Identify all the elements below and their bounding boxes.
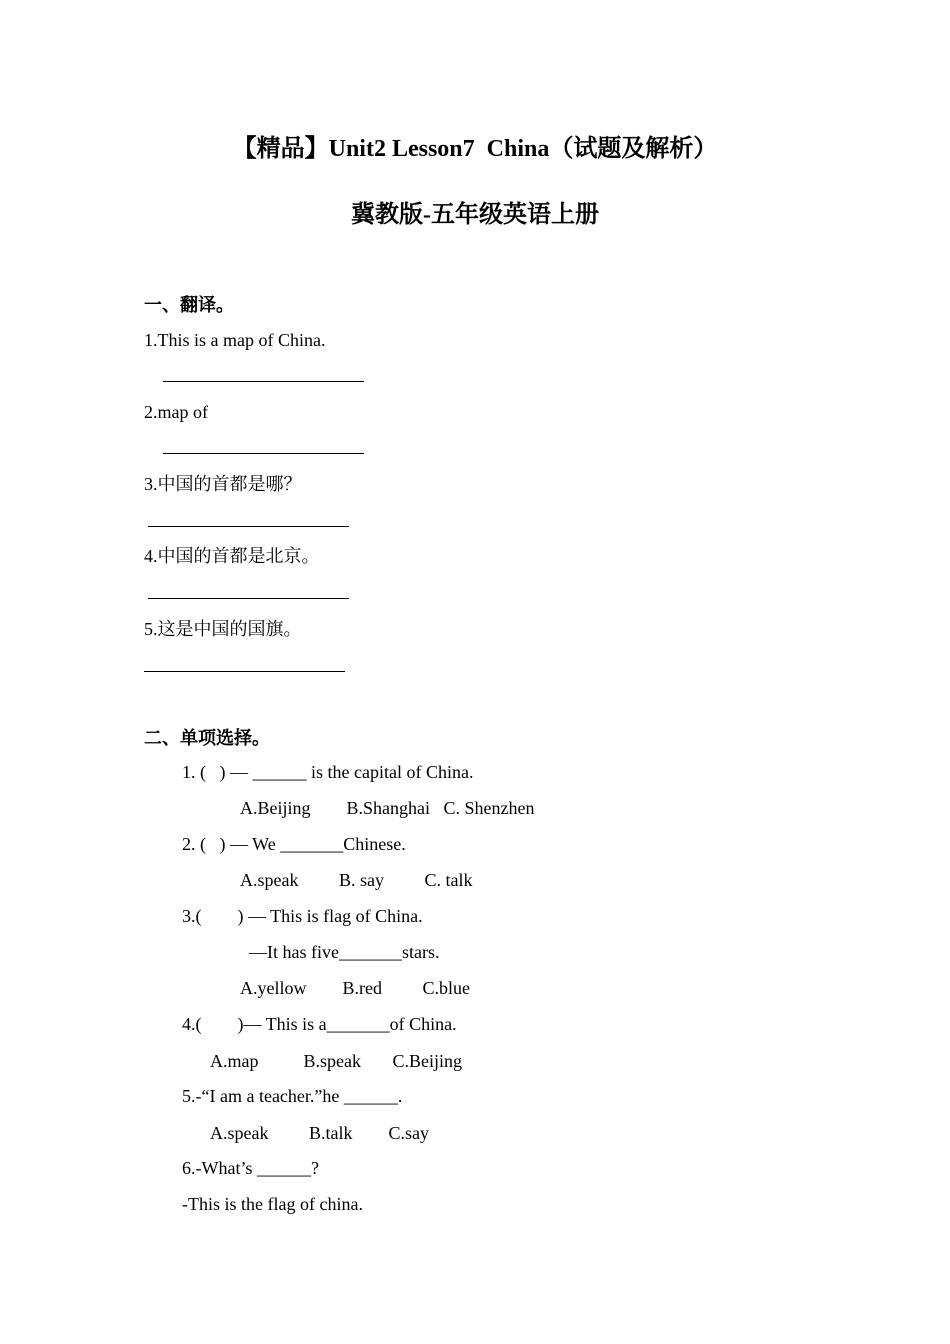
page-title: 【精品】Unit2 Lesson7 China（试题及解析）	[232, 136, 718, 162]
translation-item-3: 3.中国的首都是哪？	[144, 474, 302, 494]
translation-item-4: 4.中国的首都是北京。	[144, 546, 320, 566]
question-4-options: A.map B.speak C.Beijing	[210, 1051, 462, 1071]
translation-item-5: 5.这是中国的国旗。	[144, 619, 302, 639]
question-5-stem: 5.-“I am a teacher.”he ______.	[182, 1086, 403, 1106]
section-heading-translation: 一、翻译。	[144, 295, 234, 315]
answer-blank-2[interactable]	[163, 453, 364, 454]
question-3-stem: 3.( ) — This is flag of China.	[182, 906, 423, 926]
answer-blank-4[interactable]	[148, 598, 349, 599]
section-heading-choice: 二、单项选择。	[144, 728, 270, 748]
question-2-options: A.speak B. say C. talk	[240, 870, 473, 890]
answer-blank-1[interactable]	[163, 381, 364, 382]
question-6-stem: 6.-What’s ______?	[182, 1158, 319, 1178]
question-1-stem: 1. ( ) — ______ is the capital of China.	[182, 762, 474, 782]
question-6-stem-2: -This is the flag of china.	[182, 1194, 363, 1214]
translation-item-1: 1.This is a map of China.	[144, 330, 326, 350]
question-3-stem-2: —It has five_______stars.	[249, 942, 440, 962]
question-5-options: A.speak B.talk C.say	[210, 1123, 429, 1143]
question-2-stem: 2. ( ) — We _______Chinese.	[182, 834, 406, 854]
answer-blank-3[interactable]	[148, 526, 349, 527]
page-subtitle: 冀教版-五年级英语上册	[351, 202, 599, 228]
question-4-stem: 4.( )— This is a_______of China.	[182, 1014, 457, 1034]
question-3-options: A.yellow B.red C.blue	[240, 978, 470, 998]
question-1-options: A.Beijing B.Shanghai C. Shenzhen	[240, 798, 535, 818]
translation-item-2: 2.map of	[144, 402, 208, 422]
answer-blank-5[interactable]	[144, 671, 345, 672]
